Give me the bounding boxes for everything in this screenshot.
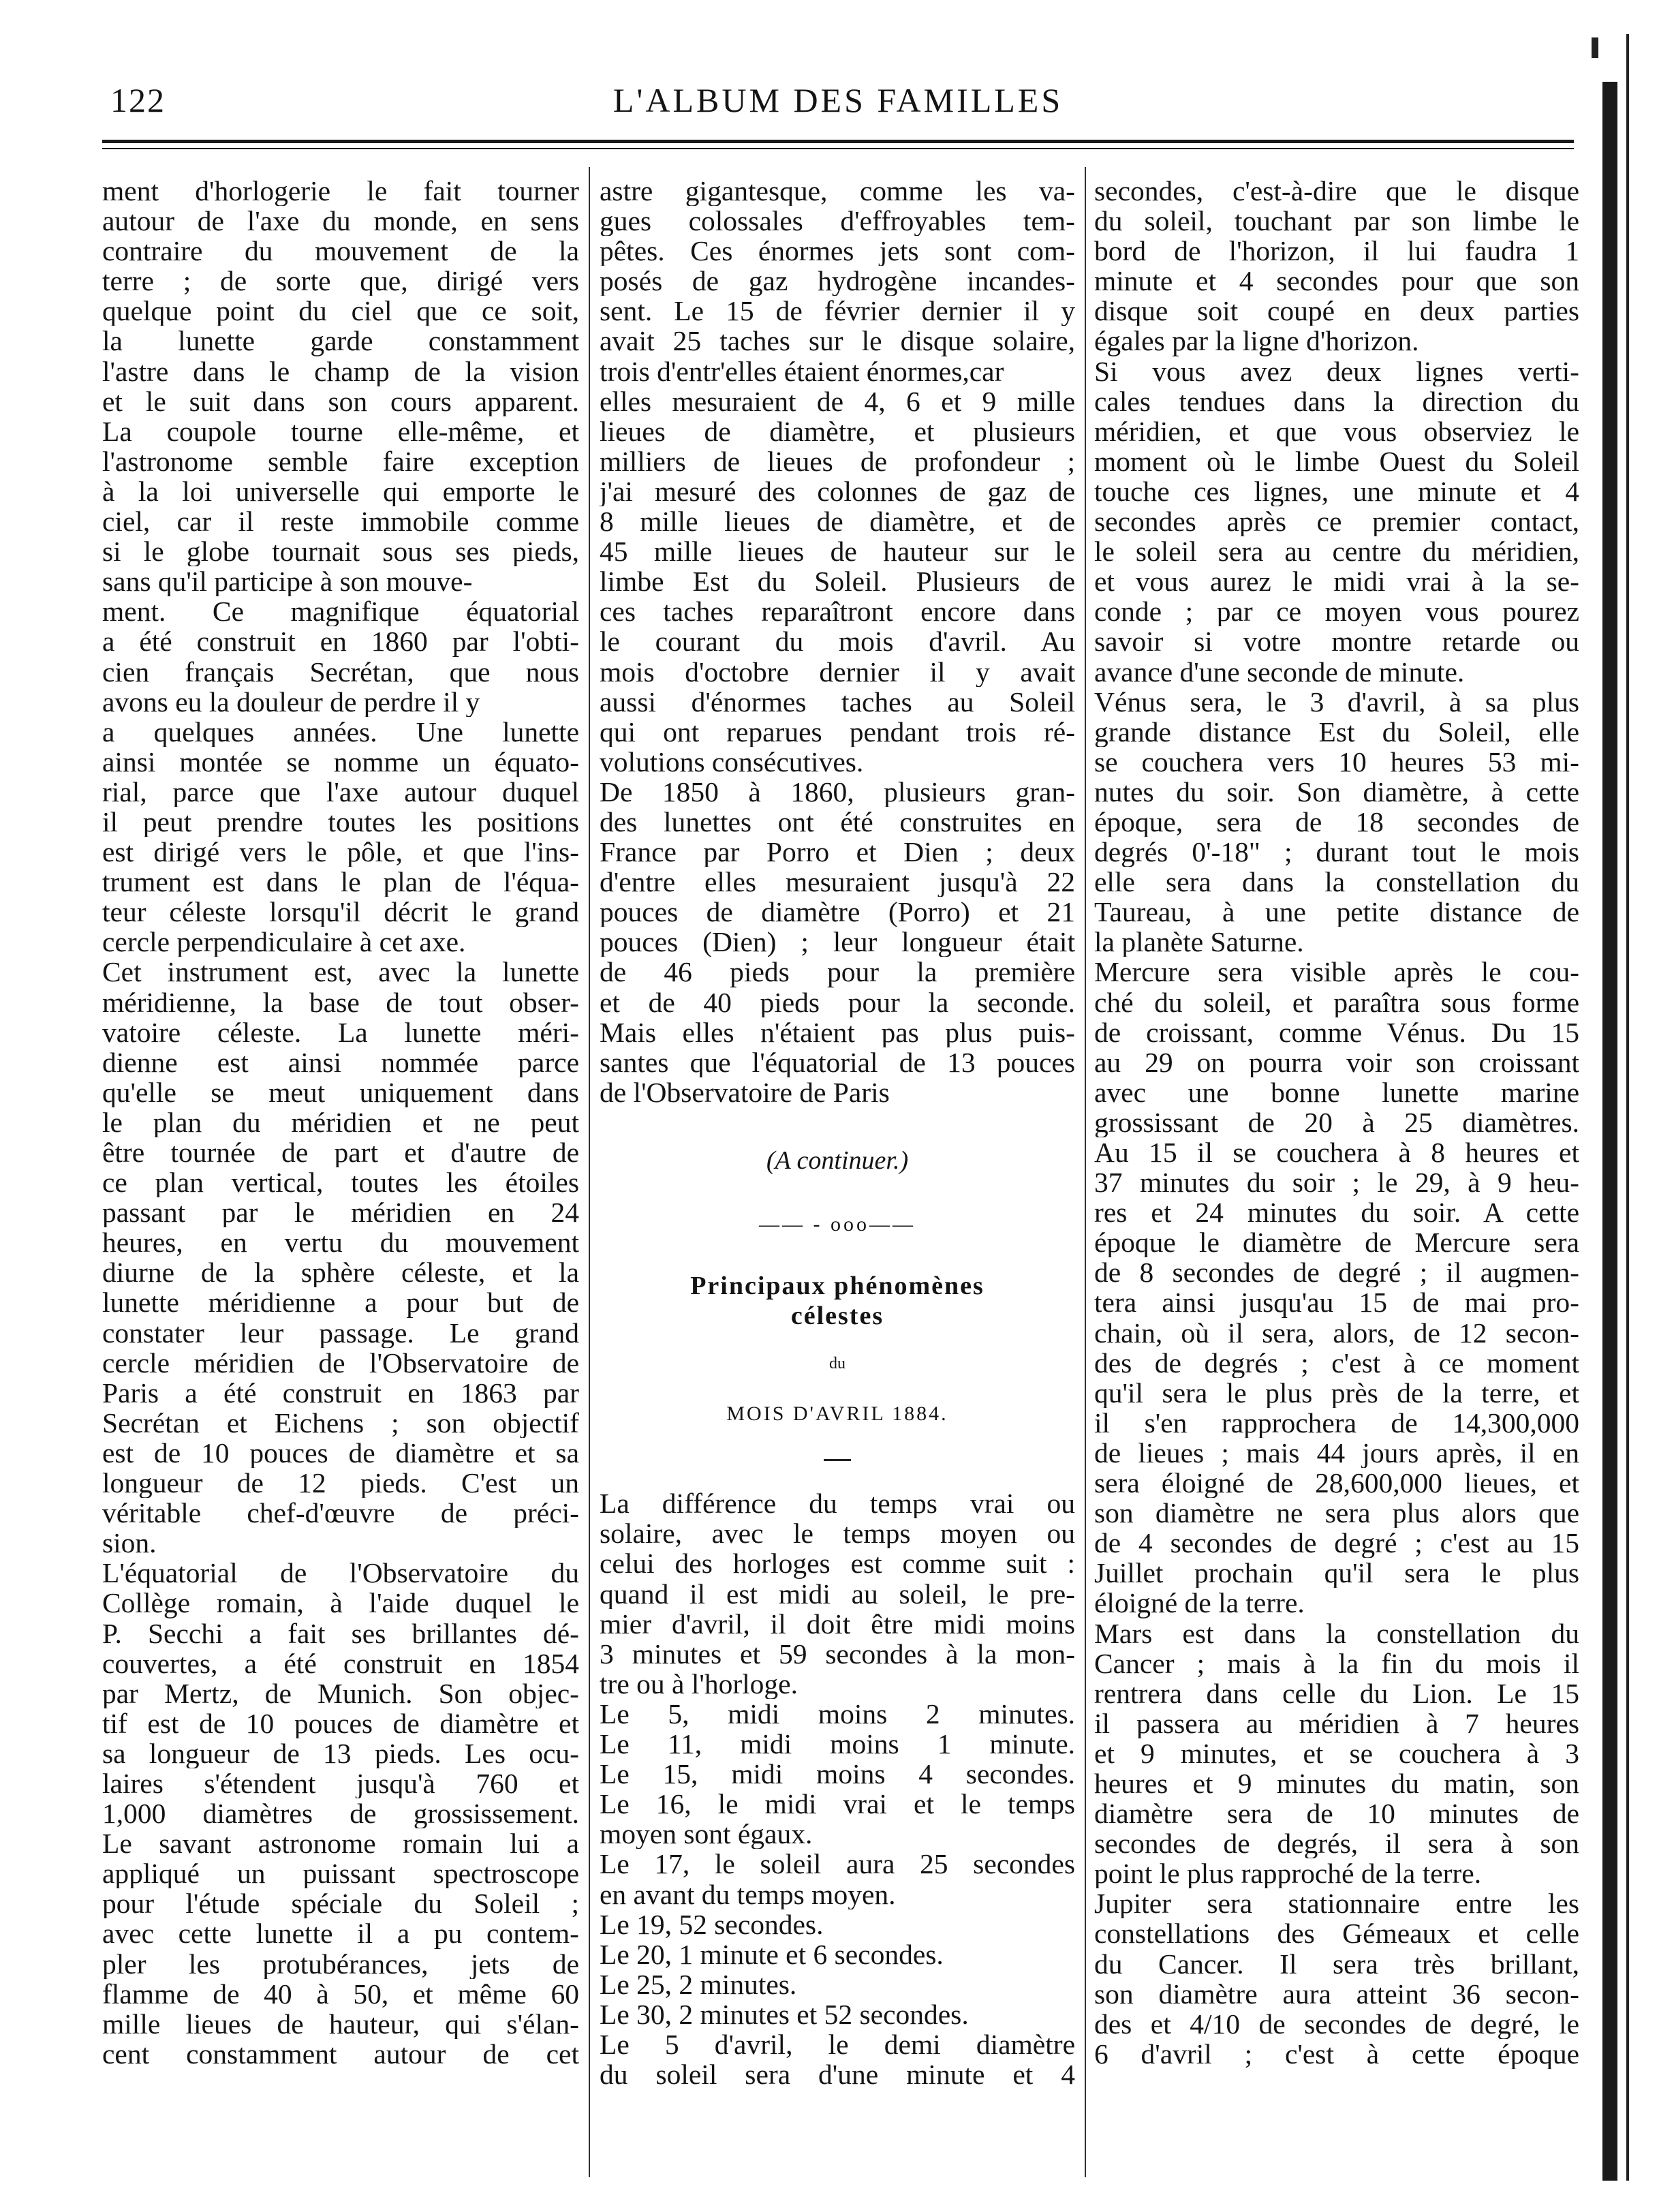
text-line: 37 minutes du soir ; le 29, à 9 heu- <box>1094 1167 1579 1198</box>
text-line: Mais elles n'étaient pas plus puis- <box>600 1017 1075 1047</box>
text-line: pler les protubérances, jets de <box>102 1948 579 1979</box>
text-line: cercle perpendiculaire à cet axe. <box>102 927 466 957</box>
text-line: véritable chef-d'œuvre de préci- <box>102 1498 579 1529</box>
text-line: sera éloigné de 28,600,000 lieues, et <box>1094 1468 1579 1499</box>
text-line: de 4 secondes de degré ; c'est au 15 <box>1094 1528 1579 1558</box>
text-line: époque le diamètre de Mercure sera <box>1094 1227 1579 1258</box>
text-line: Le 11, midi moins 1 minute. <box>600 1729 1075 1760</box>
text-line: degrés 0'-18" ; durant tout le mois <box>1094 837 1579 867</box>
margin-mark <box>1592 37 1598 58</box>
ornament-separator: —— - ooo—— <box>759 1213 916 1235</box>
text-line: cent constamment autour de cet <box>102 2038 579 2069</box>
text-line: avec cette lunette il a pu contem- <box>102 1918 579 1949</box>
text-line: Le 5 d'avril, le demi diamètre <box>600 2029 1075 2060</box>
page-edge-line <box>1626 34 1629 2181</box>
text-line: limbe Est du Soleil. Plusieurs de <box>600 566 1075 597</box>
text-line: 8 mille lieues de diamètre, et de <box>600 506 1075 537</box>
text-line: Juillet prochain qu'il sera le plus <box>1094 1558 1579 1588</box>
text-line: l'astronome semble faire exception <box>102 446 579 476</box>
text-line: de 46 pieds pour la première <box>600 957 1075 987</box>
text-line: méridien, et que vous observiez le <box>1094 416 1579 446</box>
text-line: trument est dans le plan de l'équa- <box>102 867 579 897</box>
text-line: Le 30, 2 minutes et 52 secondes. <box>600 1999 969 2029</box>
text-line: ment d'horlogerie le fait tourner <box>102 176 579 206</box>
text-line: a été construit en 1860 par l'obti- <box>102 626 579 657</box>
column-1 <box>102 176 579 2069</box>
text-line: appliqué un puissant spectroscope <box>102 1858 579 1889</box>
text-line: Cancer ; mais à la fin du mois il <box>1094 1648 1579 1678</box>
text-line: grande distance Est du Soleil, elle <box>1094 716 1579 747</box>
text-line: Le 20, 1 minute et 6 secondes. <box>600 1939 944 1969</box>
text-line: Paris a été construit en 1863 par <box>102 1377 579 1408</box>
text-line: ce plan vertical, toutes les étoiles <box>102 1167 579 1198</box>
text-line: de l'Observatoire de Paris <box>600 1077 890 1107</box>
text-line: son diamètre aura atteint 36 secon- <box>1094 1978 1579 2009</box>
section-rule <box>824 1459 851 1461</box>
header-rule-thin <box>102 148 1574 149</box>
text-line: moment où le limbe Ouest du Soleil <box>1094 446 1579 476</box>
text-line: aussi d'énormes taches au Soleil <box>600 686 1075 717</box>
text-line: du soleil sera d'une minute et 4 <box>600 2059 1075 2090</box>
text-line: de lieues ; mais 44 jours après, il en <box>1094 1437 1579 1469</box>
text-line: sa longueur de 13 pieds. Les ocu- <box>102 1738 579 1768</box>
text-line: le plan du méridien et ne peut <box>102 1107 579 1137</box>
text-line: La différence du temps vrai ou <box>600 1488 1075 1519</box>
text-line: Cet instrument est, avec la lunette <box>102 957 579 987</box>
text-line: heures et 9 minutes du matin, son <box>1094 1768 1579 1799</box>
text-line: sent. Le 15 de février dernier il y <box>600 296 1075 326</box>
text-line: diurne de la sphère céleste, et la <box>102 1257 579 1288</box>
text-line: heures, en vertu du mouvement <box>102 1227 579 1258</box>
text-line: volutions consécutives. <box>600 746 864 777</box>
text-line: autour de l'axe du monde, en sens <box>102 206 579 236</box>
text-line: qui ont reparues pendant trois ré- <box>600 716 1075 747</box>
text-line: astre gigantesque, comme les va- <box>600 176 1075 206</box>
text-line: du soleil, touchant par son limbe le <box>1094 206 1579 236</box>
text-line: Jupiter sera stationnaire entre les <box>1094 1888 1579 1919</box>
text-line: la lunette garde constamment <box>102 326 579 356</box>
text-line: mille lieues de hauteur, qui s'élan- <box>102 2008 579 2039</box>
text-line: cien français Secrétan, que nous <box>102 656 579 687</box>
text-line: res et 24 minutes du soir. A cette <box>1094 1197 1579 1228</box>
text-line: ché du soleil, et paraîtra sous forme <box>1094 987 1579 1017</box>
text-line: minute et 4 secondes pour que son <box>1094 266 1579 296</box>
text-line: avance d'une seconde de minute. <box>1094 656 1465 687</box>
text-line: quelque point du ciel que ce soit, <box>102 296 579 326</box>
text-line: Vénus sera, le 3 d'avril, à sa plus <box>1094 686 1579 717</box>
text-line: Le 5, midi moins 2 minutes. <box>600 1698 1075 1730</box>
text-line: rial, parce que l'axe autour duquel <box>102 776 579 807</box>
text-line: mois d'octobre dernier il y avait <box>600 656 1075 687</box>
text-line: égales par la ligne d'horizon. <box>1094 326 1419 356</box>
text-line: ciel, car il reste immobile comme <box>102 506 579 537</box>
text-line: et 9 minutes, et se couchera à 3 <box>1094 1738 1579 1768</box>
text-line: 45 mille lieues de hauteur sur le <box>600 536 1075 567</box>
text-line: par Mertz, de Munich. Son objec- <box>102 1678 579 1708</box>
text-line: Mercure sera visible après le cou- <box>1094 957 1579 987</box>
text-line: longueur de 12 pieds. C'est un <box>102 1468 579 1499</box>
text-line: de croissant, comme Vénus. Du 15 <box>1094 1017 1579 1047</box>
text-line: secondes, c'est-à-dire que le disque <box>1094 176 1579 206</box>
text-line: méridienne, la base de tout obser- <box>102 987 579 1017</box>
text-line: santes que l'équatorial de 13 pouces <box>600 1047 1075 1077</box>
text-line: touche ces lignes, une minute et 4 <box>1094 476 1579 507</box>
text-line: teur céleste lorsqu'il décrit le grand <box>102 897 579 927</box>
text-line: Le 17, le soleil aura 25 secondes <box>600 1849 1075 1879</box>
column-divider-1 <box>589 167 590 2177</box>
text-line: L'équatorial de l'Observatoire du <box>102 1558 579 1588</box>
text-line: point le plus rapproché de la terre. <box>1094 1858 1482 1889</box>
text-line: La coupole tourne elle-même, et <box>102 416 579 446</box>
page-header <box>102 80 1574 135</box>
text-line: tif est de 10 pouces de diamètre et <box>102 1708 579 1738</box>
text-line: trois d'entr'elles étaient énormes,car <box>600 356 1004 386</box>
text-line: le soleil sera au centre du méridien, <box>1094 536 1579 567</box>
text-line: son diamètre ne sera plus alors que <box>1094 1498 1579 1529</box>
column-2-text-top <box>600 176 1075 1107</box>
text-line: Au 15 il se couchera à 8 heures et <box>1094 1137 1579 1168</box>
text-line: De 1850 à 1860, plusieurs gran- <box>600 776 1075 807</box>
text-line: éloigné de la terre. <box>1094 1588 1305 1618</box>
text-line: diamètre sera de 10 minutes de <box>1094 1798 1579 1829</box>
text-line: l'astre dans le champ de la vision <box>102 356 579 386</box>
text-line: contraire du mouvement de la <box>102 236 579 266</box>
text-line: ces taches reparaîtront encore dans <box>600 596 1075 627</box>
text-line: il peut prendre toutes les positions <box>102 806 579 838</box>
text-line: chain, où il sera, alors, de 12 secon- <box>1094 1317 1579 1348</box>
text-line: Collège romain, à l'aide duquel le <box>102 1588 579 1618</box>
column-2-text-bottom <box>600 1488 1075 2089</box>
text-line: qu'il sera le plus près de la terre, et <box>1094 1377 1579 1408</box>
text-line: Le savant astronome romain lui a <box>102 1828 579 1859</box>
text-line: posés de gaz hydrogène incandes- <box>600 266 1075 296</box>
text-line: 6 d'avril ; c'est à cette époque <box>1094 2038 1579 2069</box>
text-line: Le 19, 52 secondes. <box>600 1909 824 1939</box>
text-line: terre ; de sorte que, dirigé vers <box>102 266 579 296</box>
text-line: des de degrés ; c'est à ce moment <box>1094 1347 1579 1378</box>
text-line: le courant du mois d'avril. Au <box>600 626 1075 657</box>
section-title <box>600 1271 1075 1331</box>
text-line: du Cancer. Il sera très brillant, <box>1094 1948 1579 1979</box>
text-line: mier d'avril, il doit être midi moins <box>600 1608 1075 1639</box>
text-line: de 8 secondes de degré ; il augmen- <box>1094 1257 1579 1288</box>
section-title-line-1: Principaux phénomènes <box>690 1272 984 1301</box>
text-line: en avant du temps moyen. <box>600 1879 896 1909</box>
text-line: vatoire céleste. La lunette méri- <box>102 1017 579 1047</box>
text-line: quand il est midi au soleil, le pre- <box>600 1578 1075 1609</box>
text-line: savoir si votre montre retarde ou <box>1094 626 1579 657</box>
text-line: 1,000 diamètres de grossissement. <box>102 1798 579 1829</box>
text-line: milliers de lieues de profondeur ; <box>600 446 1075 476</box>
text-line: et le suit dans son cours apparent. <box>102 386 579 416</box>
text-line: cales tendues dans la direction du <box>1094 386 1579 416</box>
text-line: pouces (Dien) ; leur longueur était <box>600 927 1075 957</box>
text-line: la planète Saturne. <box>1094 927 1304 957</box>
text-line: il passera au méridien à 7 heures <box>1094 1708 1579 1738</box>
text-line: gues colossales d'effroyables tem- <box>600 206 1075 236</box>
header-rule <box>102 140 1574 143</box>
text-line: à la loi universelle qui emporte le <box>102 476 579 507</box>
text-line: lunette méridienne a pour but de <box>102 1287 579 1318</box>
text-line: se couchera vers 10 heures 53 mi- <box>1094 746 1579 777</box>
text-line: passant par le méridien en 24 <box>102 1197 579 1228</box>
text-line: elles mesuraient de 4, 6 et 9 mille <box>600 386 1075 416</box>
text-line: a quelques années. Une lunette <box>102 716 579 747</box>
to-be-continued: (A continuer.) <box>766 1146 909 1175</box>
page-number: 122 <box>110 81 166 119</box>
text-line: est de 10 pouces de diamètre et sa <box>102 1437 579 1469</box>
section-title-du: du <box>829 1355 846 1373</box>
text-line: Taureau, à une petite distance de <box>1094 897 1579 927</box>
column-3 <box>1094 176 1579 2069</box>
text-line: bord de l'horizon, il lui faudra 1 <box>1094 236 1579 266</box>
text-line: flamme de 40 à 50, et même 60 <box>102 1978 579 2009</box>
text-line: et de 40 pieds pour la seconde. <box>600 987 1075 1017</box>
text-line: sans qu'il participe à son mouve- <box>102 566 473 597</box>
text-line: avait 25 taches sur le disque solaire, <box>600 326 1075 356</box>
text-line: et vous aurez le midi vrai à la se- <box>1094 566 1579 597</box>
text-line: pouces de diamètre (Porro) et 21 <box>600 897 1075 927</box>
section-title-line-2: célestes <box>790 1302 884 1331</box>
text-line: conde ; par ce moyen vous pourez <box>1094 596 1579 627</box>
text-line: elle sera dans la constellation du <box>1094 867 1579 897</box>
text-line: ment. Ce magnifique équatorial <box>102 596 579 627</box>
text-line: grossissant de 20 à 25 diamètres. <box>1094 1107 1579 1137</box>
text-line: avec une bonne lunette marine <box>1094 1077 1579 1107</box>
text-line: Le 25, 2 minutes. <box>600 1969 797 1999</box>
text-line: celui des horloges est comme suit : <box>600 1548 1075 1579</box>
text-line: France par Porro et Dien ; deux <box>600 837 1075 867</box>
text-line: P. Secchi a fait ses brillantes dé- <box>102 1618 579 1648</box>
text-line: ainsi montée se nomme un équato- <box>102 746 579 777</box>
section-title-month: MOIS D'AVRIL 1884. <box>726 1402 948 1426</box>
text-line: Si vous avez deux lignes verti- <box>1094 356 1579 386</box>
text-line: Le 16, le midi vrai et le temps <box>600 1789 1075 1819</box>
text-line: 3 minutes et 59 secondes à la mon- <box>600 1638 1075 1669</box>
text-line: lieues de diamètre, et plusieurs <box>600 416 1075 446</box>
text-line: Secrétan et Eichens ; son objectif <box>102 1407 579 1438</box>
text-line: sion. <box>102 1528 157 1558</box>
column-2 <box>600 176 1075 2089</box>
text-line: il s'en rapprochera de 14,300,000 <box>1094 1407 1579 1438</box>
text-line: pour l'étude spéciale du Soleil ; <box>102 1888 579 1919</box>
text-line: secondes après ce premier contact, <box>1094 506 1579 537</box>
text-line: au 29 on pourra voir son croissant <box>1094 1047 1579 1077</box>
text-line: laires s'étendent jusqu'à 760 et <box>102 1768 579 1799</box>
text-line: est dirigé vers le pôle, et que l'ins- <box>102 837 579 867</box>
column-divider-2 <box>1085 167 1086 2177</box>
text-line: des lunettes ont été construites en <box>600 806 1075 838</box>
text-line: époque, sera de 18 secondes de <box>1094 806 1579 838</box>
text-line: j'ai mesuré des colonnes de gaz de <box>600 476 1075 507</box>
text-line: si le globe tournait sous ses pieds, <box>102 536 579 567</box>
text-line: Le 15, midi moins 4 secondes. <box>600 1759 1075 1789</box>
text-line: cercle méridien de l'Observatoire de <box>102 1347 579 1378</box>
page-edge-bar <box>1602 82 1617 2181</box>
text-line: avons eu la douleur de perdre il y <box>102 686 480 717</box>
text-line: être tournée de part et d'autre de <box>102 1137 579 1168</box>
text-line: tera ainsi jusqu'au 15 de mai pro- <box>1094 1287 1579 1318</box>
text-line: d'entre elles mesuraient jusqu'à 22 <box>600 867 1075 897</box>
text-line: solaire, avec le temps moyen ou <box>600 1518 1075 1549</box>
text-line: constellations des Gémeaux et celle <box>1094 1918 1579 1949</box>
text-line: tre ou à l'horloge. <box>600 1668 798 1699</box>
text-line: secondes de degrés, il sera à son <box>1094 1828 1579 1859</box>
text-line: disque soit coupé en deux parties <box>1094 296 1579 326</box>
text-line: dienne est ainsi nommée parce <box>102 1047 579 1077</box>
text-line: qu'elle se meut uniquement dans <box>102 1077 579 1107</box>
text-line: constater leur passage. Le grand <box>102 1317 579 1348</box>
text-line: des et 4/10 de secondes de degré, le <box>1094 2008 1579 2039</box>
text-line: pêtes. Ces énormes jets sont com- <box>600 236 1075 266</box>
text-line: moyen sont égaux. <box>600 1819 813 1849</box>
text-line: rentrera dans celle du Lion. Le 15 <box>1094 1678 1579 1708</box>
text-line: nutes du soir. Son diamètre, à cette <box>1094 776 1579 807</box>
running-title: L'ALBUM DES FAMILLES <box>613 81 1064 119</box>
text-line: couvertes, a été construit en 1854 <box>102 1648 579 1678</box>
text-line: Mars est dans la constellation du <box>1094 1618 1579 1648</box>
